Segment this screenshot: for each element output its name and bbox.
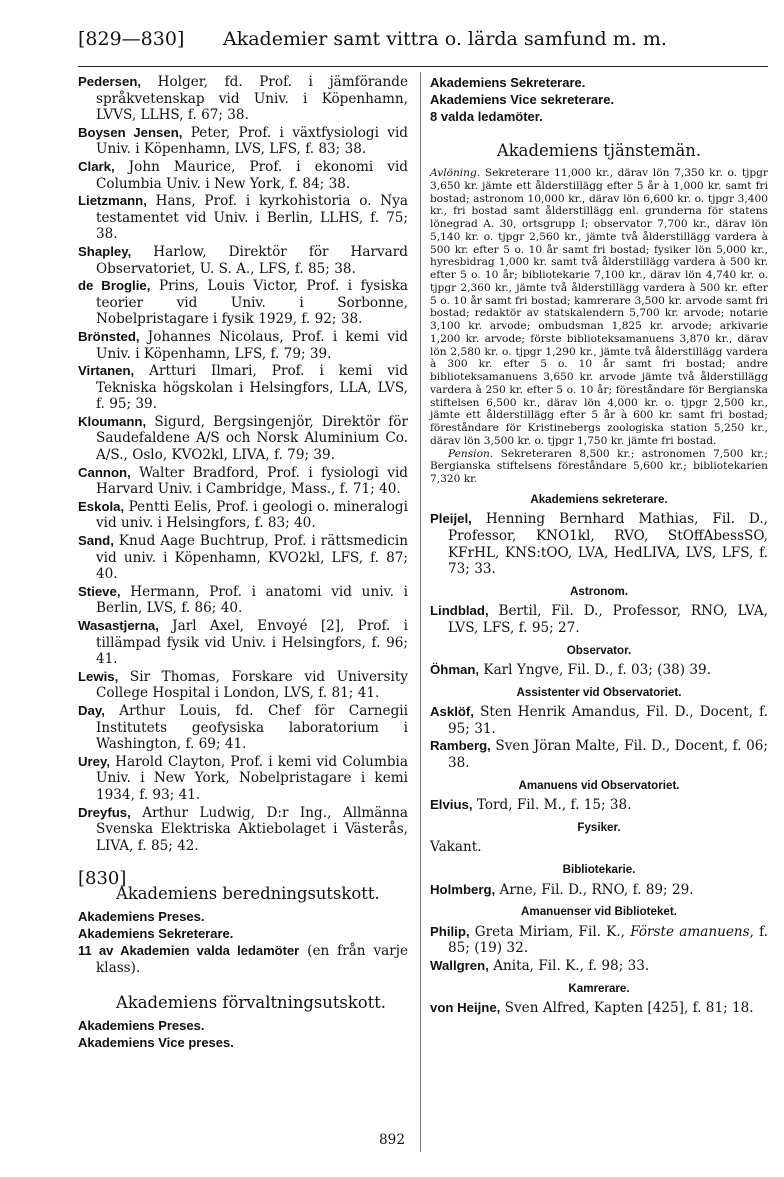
- staff-list: [430, 492, 768, 898]
- staff-entry: [430, 839, 768, 856]
- staff-heading: Fysiker.: [577, 820, 621, 834]
- member-entry: [78, 754, 408, 804]
- member-details: Jarl Axel, Envoyé [2], Prof. i tillämpad fysik vid Univ. i Helsingfors, f. 96; 41.: [96, 618, 408, 668]
- entry-philip: [430, 924, 768, 957]
- pension-label: Pension.: [448, 447, 494, 460]
- member-details: Holger, fd. Prof. i jämförande språkvetenskap vid Univ. i Köpenhamn, LVVS, LLHS, f. 67; 38.: [96, 74, 408, 124]
- staff-name: Holmberg,: [430, 881, 496, 897]
- running-header: [78, 28, 768, 64]
- office-sekreterare: Akademiens Sekreterare.: [78, 926, 234, 942]
- member-name: Lewis,: [78, 668, 119, 684]
- member-entry: [78, 125, 408, 158]
- member-entry: [78, 618, 408, 668]
- staff-entry: [430, 797, 768, 814]
- staff-details: Vakant.: [430, 839, 482, 856]
- name-wallgren: Wallgren,: [430, 958, 489, 973]
- pension-text: Sekreteraren 8,500 kr.; astronomen 7,500 kr.; Bergianska stiftelsens föreståndare 5,600 kr.; bibliotekarien 7,320 kr.: [430, 447, 768, 485]
- staff-heading: Astronom.: [570, 584, 628, 598]
- member-details: Hermann, Prof. i anatomi vid univ. i Berlin, LVS, f. 86; 40.: [96, 583, 408, 617]
- office-vice-preses: Akademiens Vice preses.: [78, 1034, 234, 1050]
- member-entry: [78, 703, 408, 753]
- kamrerare-section: [430, 981, 768, 1017]
- member-details: Sigurd, Bergsingenjör, Direktör för Saudefaldene A/S och Norsk Aluminium Co. A/S., Oslo, KVO2kl, LIVA, f. 79; 39.: [96, 413, 408, 464]
- staff-name: Ramberg,: [430, 738, 491, 754]
- member-entry: [78, 329, 408, 362]
- page-number: 892: [379, 1132, 405, 1148]
- staff-heading: Assistenter vid Observatoriet.: [516, 685, 682, 699]
- member-name: Pedersen,: [78, 74, 142, 89]
- entry-wallgren: [430, 958, 768, 975]
- staff-entry: [430, 603, 768, 636]
- member-entry: [78, 74, 408, 124]
- staff-name: Pleijel,: [430, 511, 472, 527]
- member-name: Cannon,: [78, 464, 131, 480]
- office-sekreterare-r: Akademiens Sekreterare.: [430, 75, 586, 90]
- staff-details: Tord, Fil. M., f. 15; 38.: [472, 797, 632, 814]
- staff-heading: Bibliotekarie.: [562, 863, 636, 877]
- member-details: Hans, Prof. i kyrkohistoria o. Nya testamentet vid Univ. i Berlin, LLHS, f. 75; 38.: [96, 193, 408, 243]
- member-details: Pentti Eelis, Prof. i geologi o. mineralogi vid univ. i Helsingfors, f. 83; 40.: [96, 498, 408, 532]
- section-title-tjanstemen: Akademiens tjänstemän.: [496, 141, 702, 160]
- section-title-forvaltning: Akademiens förvaltningsutskott.: [116, 992, 387, 1012]
- member-entry: [78, 669, 408, 702]
- member-name: Dreyfus,: [78, 804, 131, 820]
- avloning-label: Avlöning.: [430, 167, 481, 179]
- staff-name: Lindblad,: [430, 603, 489, 619]
- staff-name: Öhman,: [430, 662, 480, 678]
- member-entry: [78, 363, 408, 413]
- staff-entry: [430, 738, 768, 771]
- member-entry: [78, 499, 408, 532]
- staff-heading: Amanuens vid Observatoriet.: [518, 778, 680, 792]
- member-name: Shapley,: [78, 243, 132, 259]
- member-details: Knud Aage Buchtrup, Prof. i rättsmedicin vid univ. i Köpenhamn, KVO2kl, LFS, f. 87; 40.: [96, 533, 408, 583]
- kamrerare-heading: Kamrerare.: [568, 981, 630, 995]
- von-heijne-text: Sven Alfred, Kapten [425], f. 81; 18.: [500, 1000, 754, 1017]
- member-details: Sir Thomas, Forskare vid University College Hospital i London, LVS, f. 81; 41.: [96, 668, 408, 702]
- members-entry: [78, 942, 408, 976]
- member-details: Walter Bradford, Prof. i fysiologi vid Harvard Univ. i Cambridge, Mass., f. 71; 40.: [96, 464, 408, 498]
- member-name: Brönsted,: [78, 328, 140, 344]
- philip-text-a: Greta Miriam, Fil. K.,: [469, 923, 631, 940]
- staff-entry: [430, 511, 768, 577]
- wallgren-text: Anita, Fil. K., f. 98; 33.: [488, 958, 650, 974]
- name-von-heijne: von Heijne,: [430, 1000, 501, 1016]
- name-philip: Philip,: [430, 923, 470, 939]
- member-details: Prins, Louis Victor, Prof. i fysiska teorier vid Univ. i Sorbonne, Nobelpristagare i fysik 1929, f. 92; 38.: [96, 278, 408, 328]
- member-name: Day,: [78, 702, 105, 718]
- staff-details: Arne, Fil. D., RNO, f. 89; 29.: [495, 881, 694, 898]
- member-entry: [78, 805, 408, 855]
- right-column: [430, 74, 768, 1018]
- header-rule: [78, 66, 768, 67]
- office-valda-ledamoter: 8 valda ledamöter.: [430, 109, 543, 124]
- member-details: Harlow, Direktör för Harvard Observatoriet, U. S. A., LFS, f. 85; 38.: [96, 243, 408, 277]
- staff-entry: [430, 882, 768, 899]
- philip-title: Förste amanuens: [630, 923, 750, 940]
- member-name: de Broglie,: [78, 278, 151, 294]
- member-name: Wasastjerna,: [78, 618, 159, 633]
- member-entry: [78, 533, 408, 583]
- member-entry: [78, 244, 408, 277]
- staff-details: Henning Bernhard Mathias, Fil. D., Professor, KNO1kl, RVO, StOffAbessSO, KFrHL, KNS:tOO, LVA, HedLIVA, LVS, LFS, f. 73; 33.: [448, 511, 768, 578]
- foreign-members-list: [78, 74, 408, 854]
- member-details: Arthur Louis, fd. Chef för Carnegii Institutets geofysiska laboratorium i Washington, f. 69; 41.: [96, 702, 408, 753]
- member-details: Arthur Ludwig, D:r Ing., Allmänna Svenska Elektriska Aktiebolaget i Västerås, LIVA, f. 85; 42.: [96, 804, 408, 854]
- office-preses: Akademiens Preses.: [78, 909, 205, 925]
- staff-details: Sten Henrik Amandus, Fil. D., Docent, f. 95; 31.: [448, 704, 768, 737]
- left-column: [78, 74, 408, 1051]
- member-name: Clark,: [78, 158, 115, 174]
- member-details: Peter, Prof. i växtfysiologi vid Univ. i Köpenhamn, LVS, LFS, f. 83; 38.: [96, 124, 408, 158]
- member-details: Harold Clayton, Prof. i kemi vid Columbia Univ. i New York, Nobelpristagare i kemi 1934, f. 93; 41.: [96, 753, 408, 803]
- avloning-text: Sekreterare 11,000 kr., därav lön 7,350 kr. o. tjpgr 3,650 kr. jämte ett ålderstillägg efter 5 år à 1,000 kr. samt fri bostad; astronom 10,000 kr., därav lön 6,600 kr. o. tjpgr 3,400 kr., fri bostad samt ålderstillägg enl. grunderna för statens lönegrad A. 30, ortsgrupp I; observator 7,700 kr., därav lön 5,140 kr. o. tjpgr 2,560 kr., jämte två ålderstillägg vardera à 500 kr. efter 5 o. 10 år samt fri bostad; fysiker lön 5,000 kr., hyresbidrag 1,000 kr. samt två ålderstillägg vardera à 500 kr. efter 5 o. 10 år; bibliotekarie 7,100 kr., därav lön 4,740 kr. o. tjpgr 2,360 kr., jämte två ålderstillägg vardera à 500 kr. efter 5 o. 10 år samt fri bostad; kamrerare 3,500 kr. arvode samt fri bostad; redaktör av statskalendern 5,700 kr. arvode; notarie 3,100 kr. arvode; ombudsman 1,825 kr. arvode; arkivarie 1,200 kr. arvode; förste biblioteksamanuens 3,870 kr., därav lön 2,580 kr. o. tjpgr 1,290 kr., jämte två ålderstillägg vardera à 300 kr. efter 5 o. 10 år samt fri bostad; andre biblioteksamanuens 3,650 kr. arvode jämte två ålderstillägg vardera à 250 kr. efter 5 o. 10 år; föreståndare för Bergianska stiftelsen 6,500 kr., därav lön 4,000 kr. o. tjpgr 2,500 kr., jämte ett ålderstillägg efter 5 år à 600 kr. samt fri bostad; föreståndare för Kristinebergs zoologiska station 5,250 kr., därav lön 3,500 kr. o. tjpgr 1,750 kr. jämte fri bostad.: [430, 167, 768, 447]
- member-name: Virtanen,: [78, 363, 135, 379]
- member-entry: [78, 193, 408, 243]
- salary-paragraph: [430, 167, 768, 486]
- staff-heading: Observator.: [566, 643, 632, 657]
- staff-name: Elvius,: [430, 797, 473, 813]
- staff-details: Sven Jöran Malte, Fil. D., Docent, f. 06; 38.: [448, 738, 768, 772]
- page-range: [829—830]: [78, 28, 185, 50]
- philip-text-b: , f. 85; (19) 32.: [448, 923, 769, 957]
- office-vice-sekreterare: Akademiens Vice sekreterare.: [430, 92, 615, 107]
- column-divider: [420, 72, 421, 1152]
- section-830: [78, 870, 408, 976]
- member-name: Eskola,: [78, 498, 125, 514]
- member-name: Sand,: [78, 533, 114, 549]
- member-entry: [78, 414, 408, 464]
- entry-von-heijne: [430, 1000, 768, 1017]
- member-name: Lietzmann,: [78, 193, 147, 209]
- member-entry: [78, 278, 408, 328]
- members-rest: (en från varje klass).: [96, 943, 409, 976]
- section-title-beredning: Akademiens beredningsutskott.: [116, 884, 380, 904]
- member-name: Urey,: [78, 753, 111, 769]
- members-bold: 11 av Akademien valda ledamöter: [78, 943, 300, 959]
- staff-heading: Akademiens sekreterare.: [530, 492, 668, 506]
- member-entry: [78, 465, 408, 498]
- member-name: Boysen Jensen,: [78, 124, 183, 140]
- staff-details: Karl Yngve, Fil. D., f. 03; (38) 39.: [479, 662, 712, 679]
- member-details: Johannes Nicolaus, Prof. i kemi vid Univ. i Köpenhamn, LFS, f. 79; 39.: [96, 328, 408, 362]
- staff-name: Asklöf,: [430, 704, 474, 720]
- member-name: Stieve,: [78, 583, 121, 599]
- member-entry: [78, 159, 408, 192]
- section-number: [830]: [78, 868, 127, 890]
- staff-entry: [430, 704, 768, 737]
- section-forvaltning: [78, 993, 408, 1051]
- staff-entry: [430, 662, 768, 679]
- amanuenser-heading: Amanuenser vid Biblioteket.: [521, 905, 677, 919]
- staff-details: Bertil, Fil. D., Professor, RNO, LVA, LVS, LFS, f. 95; 27.: [448, 603, 768, 636]
- running-title: Akademier samt vittra o. lärda samfund m. m.: [223, 28, 667, 50]
- amanuenser-section: [430, 904, 768, 974]
- member-details: John Maurice, Prof. i ekonomi vid Columbia Univ. i New York, f. 84; 38.: [96, 158, 408, 192]
- member-name: Kloumann,: [78, 413, 147, 429]
- member-entry: [78, 584, 408, 617]
- office-preses-2: Akademiens Preses.: [78, 1017, 205, 1033]
- member-details: Artturi Ilmari, Prof. i kemi vid Tekniska högskolan i Helsingfors, LLA, LVS, f. 95; 39.: [96, 363, 408, 413]
